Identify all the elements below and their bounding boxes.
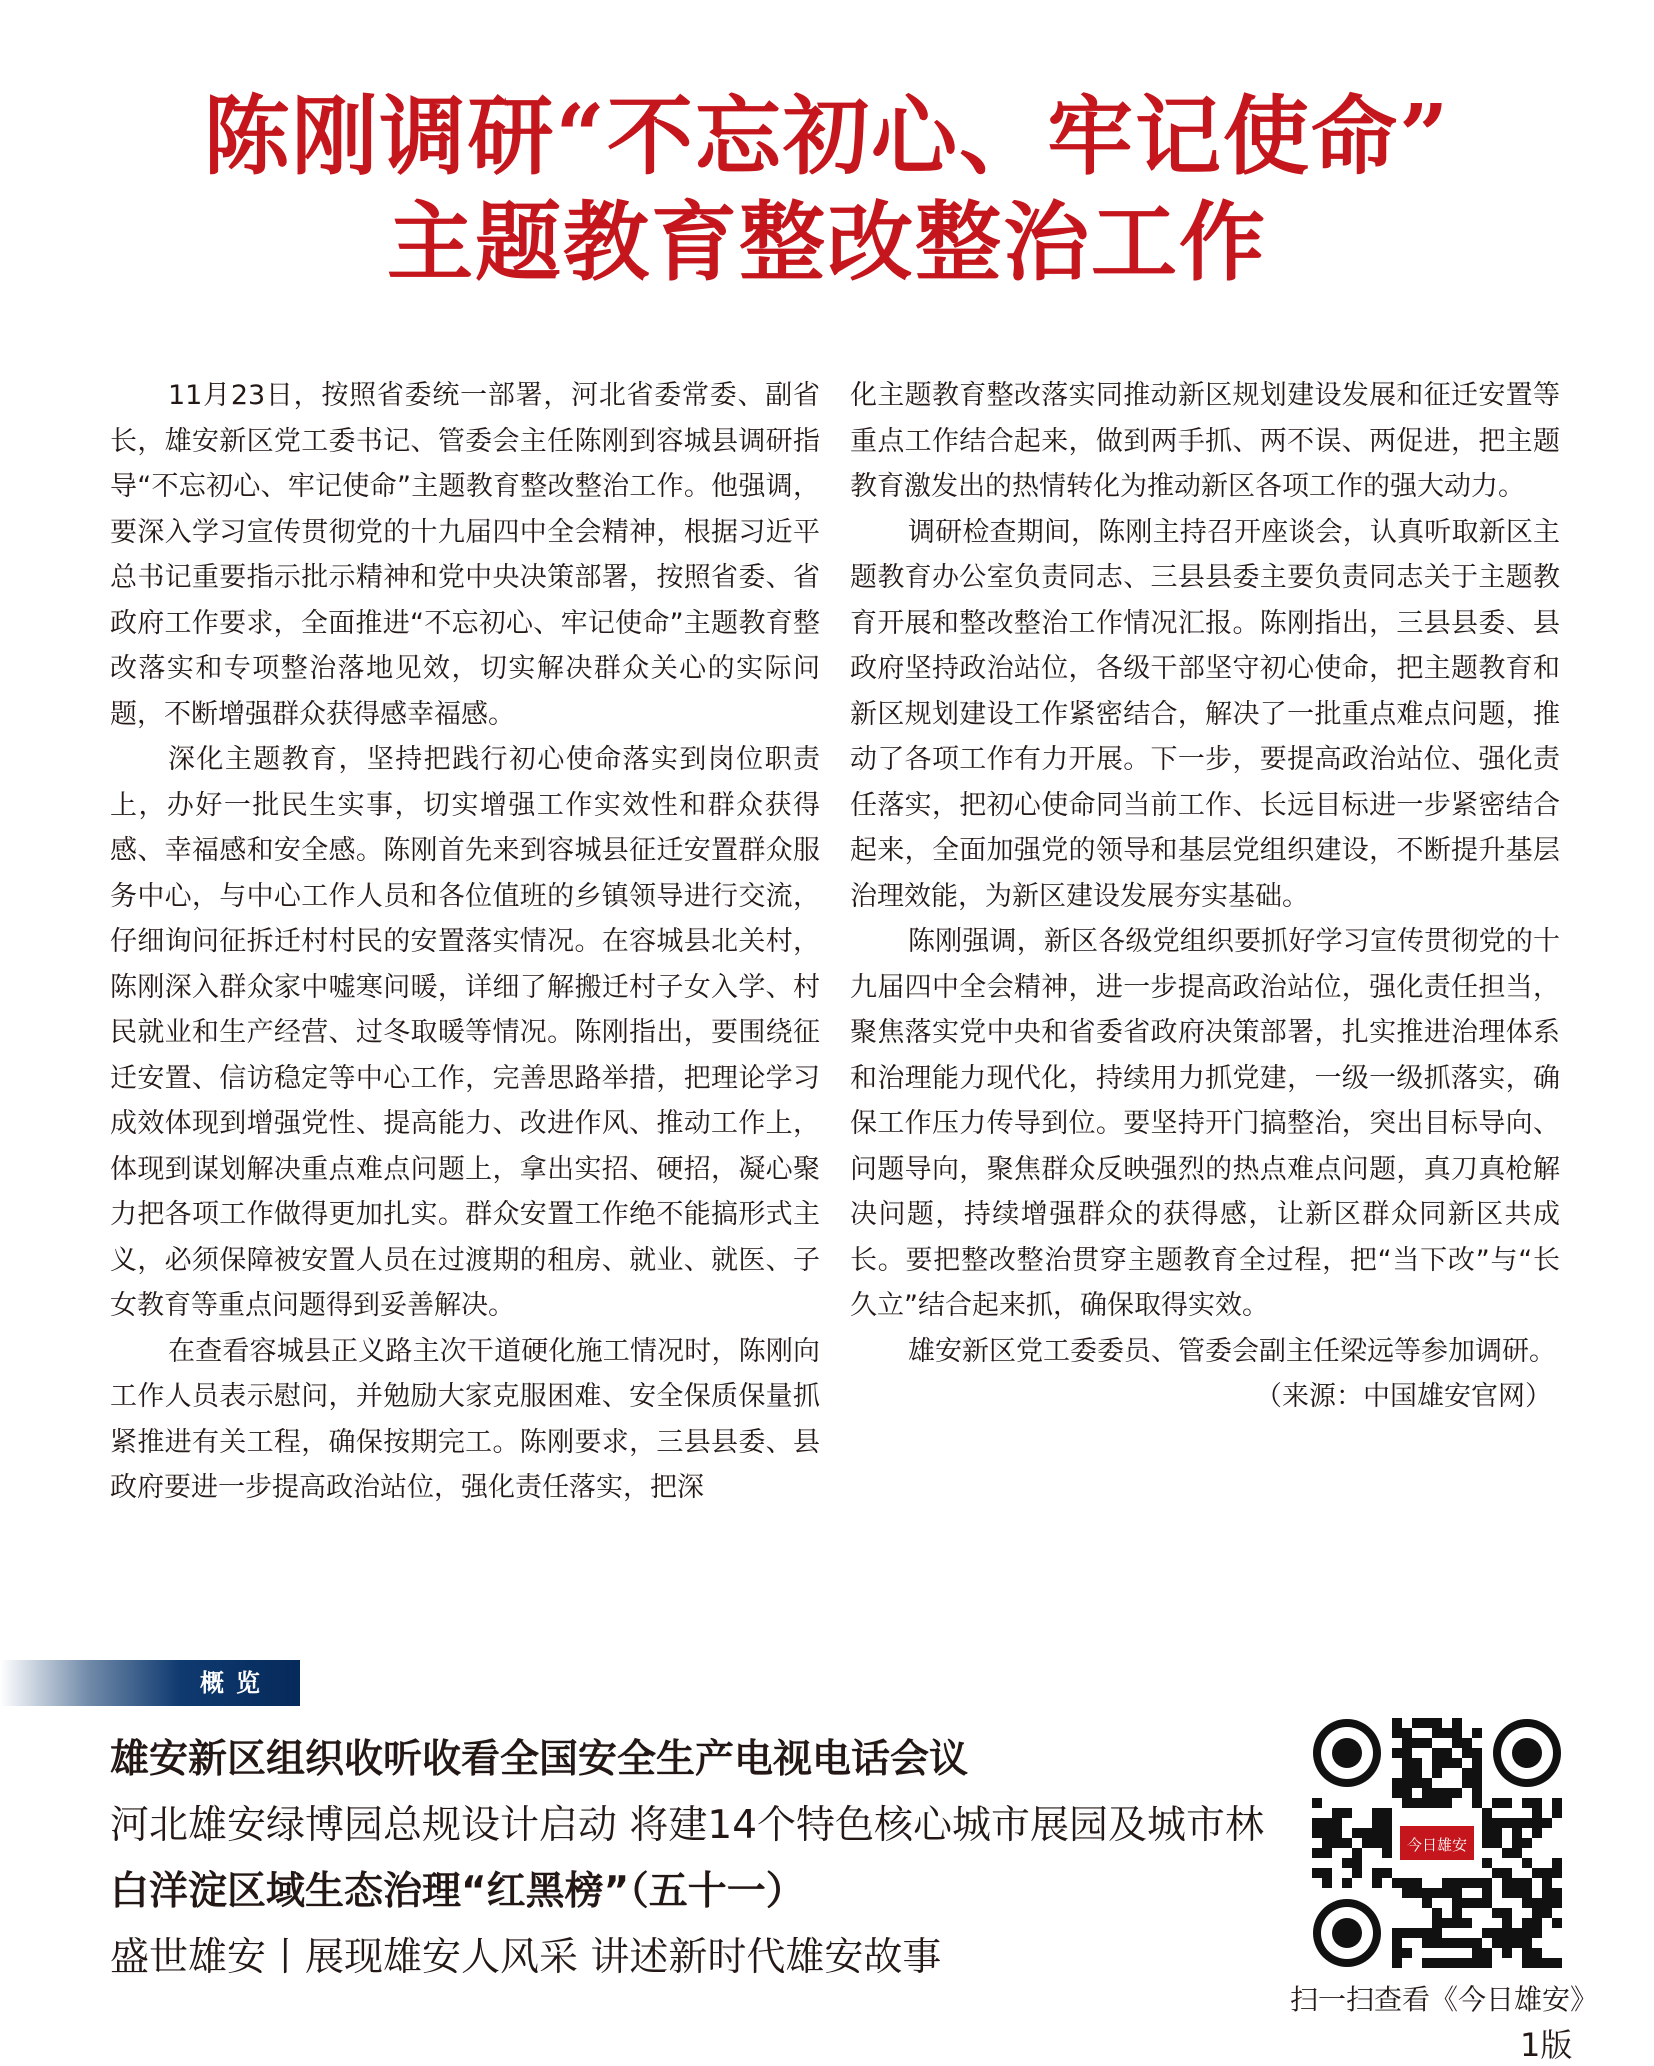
- article-paragraph-continuation: 化主题教育整改落实同推动新区规划建设发展和征迁安置等重点工作结合起来，做到两手抓、两不误、两促进，把主题教育激发出的热情转化为推动新区各项工作的强大动力。: [850, 380, 1560, 502]
- overview-label: 概览: [200, 1669, 272, 1697]
- article-paragraph: 深化主题教育，坚持把践行初心使命落实到岗位职责上，办好一批民生实事，切实增强工作实效性和群众获得感、幸福感和安全感。陈刚首先来到容城县征迁安置群众服务中心，与中心工作人员和各位值班的乡镇领导进行交流，仔细询问征拆迁村村民的安置落实情况。在容城县北关村，陈刚深入群众家中嘘寒问暖，详细了解搬迁村子女入学、村民就业和生产经营、过冬取暖等情况。陈刚指出，要围绕征迁安置、信访稳定等中心工作，完善思路举措，把理论学习成效体现到增强党性、提高能力、改进作风、推动工作上，体现到谋划解决重点难点问题上，拿出实招、硬招，凝心聚力把各项工作做得更加扎实。群众安置工作绝不能搞形式主义，必须保障被安置人员在过渡期的租房、就业、就医、子女教育等重点问题得到妥善解决。: [110, 744, 820, 1321]
- article-left-column: [110, 373, 820, 1511]
- page-number: 1版: [1520, 2026, 1573, 2064]
- article-right-column: [850, 373, 1560, 1420]
- qr-finder-pattern: [1332, 1738, 1362, 1768]
- news-item[interactable]: 盛世雄安丨展现雄安人风采 讲述新时代雄安故事: [110, 1935, 942, 1980]
- article-paragraph: 调研检查期间，陈刚主持召开座谈会，认真听取新区主题教育办公室负责同志、三县县委主要负责同志关于主题教育开展和整改整治工作情况汇报。陈刚指出，三县县委、县政府坚持政治站位，各级干部坚守初心使命，把主题教育和新区规划建设工作紧密结合，解决了一批重点难点问题，推动了各项工作有力开展。下一步，要提高政治站位、强化责任落实，把初心使命同当前工作、长远目标进一步紧密结合起来，全面加强党的领导和基层党组织建设，不断提升基层治理效能，为新区建设发展夯实基础。: [850, 516, 1560, 912]
- article-paragraph: 在查看容城县正义路主次干道硬化施工情况时，陈刚向工作人员表示慰问，并勉励大家克服困难、安全保质保量抓紧推进有关工程，确保按期完工。陈刚要求，三县县委、县政府要进一步提高政治站位，强化责任落实，把深: [110, 1335, 820, 1503]
- qr-caption: 扫一扫查看《今日雄安》: [1290, 1983, 1599, 2016]
- article-paragraph: 雄安新区党工委委员、管委会副主任梁远等参加调研。: [908, 1335, 1556, 1367]
- qr-code[interactable]: [1312, 1718, 1562, 1968]
- article-paragraph: 11月23日，按照省委统一部署，河北省委常委、副省长，雄安新区党工委书记、管委会主任陈刚到容城县调研指导“不忘初心、牢记使命”主题教育整改整治工作。他强调，要深入学习宣传贯彻党的十九届四中全会精神，根据习近平总书记重要指示批示精神和党中央决策部署，按照省委、省政府工作要求，全面推进“不忘初心、牢记使命”主题教育整改落实和专项整治落地见效，切实解决群众关心的实际问题，不断增强群众获得感幸福感。: [110, 380, 820, 730]
- overview-news-list: [110, 1735, 1265, 1999]
- headline-line-2: 主题教育整改整治工作: [387, 192, 1267, 293]
- news-item[interactable]: 河北雄安绿博园总规设计启动 将建14个特色核心城市展园及城市林: [110, 1803, 1265, 1848]
- article-paragraph: 陈刚强调，新区各级党组织要抓好学习宣传贯彻党的十九届四中全会精神，进一步提高政治站位，强化责任担当，聚焦落实党中央和省委省政府决策部署，扎实推进治理体系和治理能力现代化，持续用力抓党建，一级一级抓落实，确保工作压力传导到位。要坚持开门搞整治，突出目标导向、问题导向，聚焦群众反映强烈的热点难点问题，真刀真枪解决问题，持续增强群众的获得感，让新区群众同新区共成长。要把整改整治贯穿主题教育全过程，把“当下改”与“长久立”结合起来抓，确保取得实效。: [850, 926, 1560, 1321]
- qr-code-graphic: [1312, 1718, 1562, 1968]
- article-source: （来源：中国雄安官网）: [1255, 1381, 1552, 1412]
- news-item[interactable]: 雄安新区组织收听收看全国安全生产电视电话会议: [110, 1737, 969, 1782]
- headline-line-1: 陈刚调研“不忘初心、牢记使命”: [203, 86, 1451, 187]
- news-item[interactable]: 白洋淀区域生态治理“红黑榜”（五十一）: [110, 1869, 805, 1914]
- qr-finder-pattern: [1512, 1738, 1542, 1768]
- qr-logo-text: 今日雄安: [1406, 1836, 1468, 1854]
- qr-finder-pattern: [1332, 1918, 1362, 1948]
